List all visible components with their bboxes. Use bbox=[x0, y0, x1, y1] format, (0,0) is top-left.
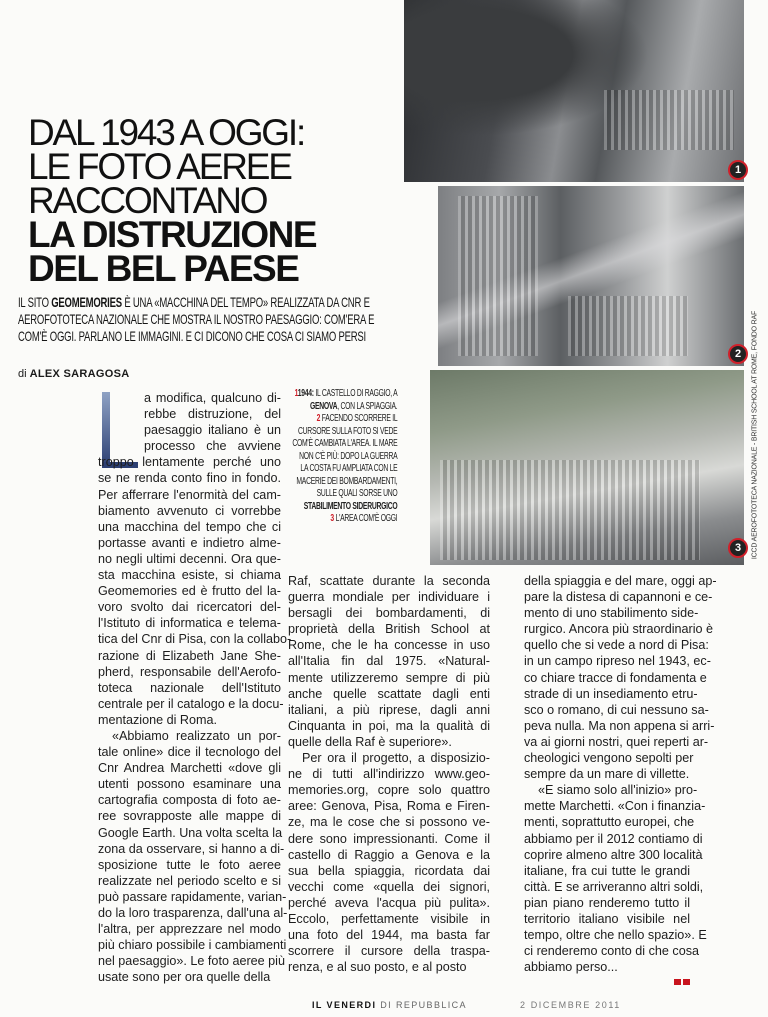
body-text-line: aree: Genova, Pisa, Roma e Firen- bbox=[288, 799, 490, 814]
body-text-line: guerra mondiale per individuare i bbox=[288, 590, 490, 605]
body-text-line: pian piano renderemo tutto il bbox=[524, 895, 690, 910]
caption-number: 1 bbox=[294, 388, 298, 399]
deck-site-name: GEOMEMORIES bbox=[51, 295, 122, 310]
caption-text: L'AREA COM'È OGGI bbox=[333, 513, 398, 524]
headline-line: DAL 1943 A OGGI: bbox=[28, 112, 305, 153]
body-text-line: abbiamo perso... bbox=[524, 960, 618, 975]
body-text-line: perché aveva l'acqua più pulita». bbox=[288, 895, 490, 910]
body-text-line: della spiaggia e del mare, oggi ap- bbox=[524, 574, 717, 588]
body-text-line: menti, soprattutto europei, che bbox=[524, 815, 695, 830]
body-text-line: Per afferrare l'enormità del cam- bbox=[98, 487, 281, 502]
body-text-line: bersagli dei bombardamenti, di bbox=[288, 606, 490, 621]
body-text-line: memories.org, copre solo quattro bbox=[288, 783, 490, 798]
body-text-line: mente utilizzeremo sempre di più bbox=[288, 670, 490, 685]
caption-text: FACENDO SCORRERE IL CURSORE SULLA FOTO SI VEDE COM'È CAMBIATA L'AREA. IL MARE NON C'È PIÙ: DOPO LA GUERRA LA COSTA FU AMPLIATA CON LE MACERIE DEI BOMBARDAMENTI, SULLE QUALI SORSE UNO bbox=[292, 413, 398, 499]
body-text-line: nel paesaggio». Le foto aeree più bbox=[98, 954, 285, 969]
body-text-line: l'Istituto di informatica e telema- bbox=[98, 616, 281, 631]
body-column-1 bbox=[98, 390, 292, 985]
body-text-line: tale online» dice il tecnologo del bbox=[98, 745, 281, 760]
body-text-line: sposizione tutte le foto aeree bbox=[98, 857, 281, 872]
body-text-line: Cinquanta in poi, ma la qualità di bbox=[288, 718, 490, 733]
body-text-line: a modifica, qualcuno di- bbox=[144, 391, 281, 405]
headline-line-bold: DEL BEL PAESE bbox=[28, 248, 299, 289]
headline bbox=[28, 112, 317, 289]
byline bbox=[18, 368, 129, 380]
body-text-line: anche quelle scattate dagli enti bbox=[288, 686, 490, 701]
body-column-2 bbox=[288, 573, 490, 975]
body-text-line: territorio italiano visibile nel bbox=[524, 911, 690, 926]
body-text-line: può passare rapidamente, varian- bbox=[98, 889, 287, 904]
photo-badge: 3 bbox=[728, 538, 748, 558]
end-of-article-mark bbox=[672, 972, 690, 990]
body-text-line: cartografia composta di foto ae- bbox=[98, 793, 281, 808]
caption-bold: GENOVA bbox=[309, 400, 338, 412]
body-text-line: no negli ultimi decenni. Ora que- bbox=[98, 551, 281, 566]
headline-line-bold: LA DISTRUZIONE bbox=[28, 214, 317, 255]
body-text-line: biamento avvenuto ci vorrebbe bbox=[98, 503, 281, 518]
body-text-line: quelle della Raf è superiore». bbox=[288, 734, 452, 749]
caption-bold: STABILIMENTO SIDERURGICO bbox=[303, 500, 398, 512]
body-text-line: portasse avanti e indietro alme- bbox=[98, 535, 281, 550]
aerial-photo-1944 bbox=[404, 0, 744, 182]
body-text-line: realizzate nel periodo scelto e si bbox=[98, 873, 281, 888]
body-text-line: utenti possono esaminare una bbox=[98, 777, 281, 792]
body-text-line: mentazione di Roma. bbox=[98, 712, 218, 727]
body-text-line: co chiare tracce di fondamenta e bbox=[524, 670, 707, 685]
footer-pub-name: IL VENERDI bbox=[312, 1000, 377, 1010]
body-text-line: pherd, responsabile dell'Aerofo- bbox=[98, 664, 281, 679]
aerial-photo-transition bbox=[438, 186, 744, 366]
body-text-line: cheologici vengono sepolti per bbox=[524, 751, 694, 766]
body-text-line: una foto del 1944, ma basta far bbox=[288, 928, 490, 943]
body-text-line: in un campo ripreso nel 1943, ec- bbox=[524, 654, 711, 669]
body-text-line: troppo lentamente perché uno bbox=[98, 455, 281, 470]
body-text-line: ne di tutti all'indirizzo www.geo- bbox=[288, 767, 490, 782]
photo-credit-text: ICCD AEROFOTOTECA NAZIONALE - BRITISH SCHOOL AT ROME, FONDO RAF bbox=[751, 310, 759, 560]
body-text-line: coprire almeno altre 300 località bbox=[524, 847, 703, 862]
body-text-line: Cnr Andrea Marchetti «dove gli bbox=[98, 761, 281, 776]
body-text-line: centrale per il catalogo e la docu- bbox=[98, 696, 284, 711]
deck-subtitle bbox=[18, 294, 403, 345]
body-text-line: vecchi come «quella dei signori, bbox=[288, 879, 490, 894]
body-text-line: sco o romano, di cui nessuno sa- bbox=[524, 702, 709, 717]
body-text-line: ree sovrapposte alle mappe di bbox=[98, 809, 281, 824]
caption-number: 3 bbox=[330, 513, 334, 524]
body-text-line: una macchina del tempo che ci bbox=[98, 519, 281, 534]
body-text-line: tempo, oltre che nello spazio». E bbox=[524, 928, 707, 943]
body-text-line: all'Italia fin dal 1975. «Natural- bbox=[288, 654, 490, 669]
body-text-line: renza, e al suo posto, e al posto bbox=[288, 960, 467, 975]
body-text-line: Per ora il progetto, a disposizio- bbox=[302, 751, 490, 766]
body-text-line: italiani, a più riprese, dagli anni bbox=[288, 702, 490, 717]
body-text-line: più chiaro possibile i cambiamenti bbox=[98, 938, 287, 953]
body-text-line: processo che avviene bbox=[144, 439, 281, 454]
body-text-line: quello che si vede a nord di Pisa: bbox=[524, 638, 709, 653]
body-text-line: paesaggio italiano è un bbox=[144, 423, 281, 438]
body-text-line: sua bella spiaggia, ricordata dai bbox=[288, 863, 490, 878]
caption-number: 2 bbox=[316, 413, 321, 424]
body-text-line: dere sono impressionanti. Come il bbox=[288, 831, 490, 846]
body-text-line: castello di Raggio a Genova e la bbox=[288, 847, 490, 862]
footer-publication bbox=[312, 1000, 467, 1010]
body-text-line: città. E se arriveranno altri soldi, bbox=[524, 879, 704, 894]
body-text-line: italiane, fra cui tutte le grandi bbox=[524, 863, 690, 878]
photo-badge: 2 bbox=[728, 344, 748, 364]
body-text-line: usate sono per ora quelle della bbox=[98, 970, 271, 985]
body-text-line: Google Earth. Una volta scelta la bbox=[98, 825, 283, 840]
body-text-line: voro svolto dai ricercatori del- bbox=[98, 600, 281, 615]
body-text-line: peva nulla. Ma non appena si arri- bbox=[524, 718, 715, 733]
body-text-line: proprietà della British School at bbox=[288, 622, 490, 637]
caption-bold: 1944: bbox=[297, 388, 314, 399]
body-text-line: scorrere il cursore della traspa- bbox=[288, 944, 490, 959]
body-text-line: «E siamo solo all'inizio» pro- bbox=[538, 783, 698, 798]
body-text-line: razione di Elizabeth Jane She- bbox=[98, 648, 281, 663]
body-text-line: va ai giorni nostri, quei reperti ar- bbox=[524, 734, 709, 749]
deck-text: IL SITO bbox=[18, 295, 52, 310]
photo-badge: 1 bbox=[728, 160, 748, 180]
body-text-line: mento di uno stabilimento side- bbox=[524, 606, 699, 621]
body-text-line: «Abbiamo realizzato un por- bbox=[112, 728, 281, 743]
body-text-line: pare la distesa di capannoni e ce- bbox=[524, 590, 713, 605]
body-column-3 bbox=[524, 573, 717, 975]
photo-caption bbox=[292, 388, 397, 526]
footer-pub-rest: DI REPUBBLICA bbox=[376, 1000, 467, 1010]
byline-author: ALEX SARAGOSA bbox=[29, 368, 130, 380]
body-text-line: sta macchina esiste, si chiama bbox=[98, 568, 281, 583]
byline-prefix: di bbox=[18, 368, 27, 380]
body-text-line: mette Marchetti. «Con i finanzia- bbox=[524, 799, 706, 814]
body-text-line: rebbe distruzione, del bbox=[144, 407, 281, 422]
body-text-line: tica del Cnr di Pisa, con la collabo- bbox=[98, 632, 292, 647]
body-text-line: ze, ma le cose che si possono ve- bbox=[288, 815, 490, 830]
body-text-line: toteca nazionale dell'Istituto bbox=[98, 680, 281, 695]
body-text-line: do la loro trasparenza, dall'una al- bbox=[98, 906, 288, 920]
body-text-line: strade di un insediamento etru- bbox=[524, 686, 698, 701]
body-text-line: se ne renda conto fino in fondo. bbox=[98, 471, 281, 486]
body-text-line: rurgico. Ancora più straordinario è bbox=[524, 622, 714, 637]
body-text-line: Eccolo, perfettamente visibile in bbox=[288, 911, 490, 926]
headline-line: LE FOTO AEREE bbox=[28, 146, 291, 187]
body-text-line: zona da osservare, si hanno a di- bbox=[98, 841, 285, 856]
body-text-line: Rome, che le ha concesse in uso bbox=[288, 638, 490, 653]
body-text-line: Raf, scattate durante la seconda bbox=[288, 574, 490, 588]
footer-date: 2 DICEMBRE 2011 bbox=[520, 1000, 621, 1010]
body-text-line: abbiamo per il 2012 contiamo di bbox=[524, 831, 703, 846]
photo-credit bbox=[748, 300, 762, 570]
headline-line: RACCONTANO bbox=[28, 180, 267, 221]
deck-text: È UNA «MACCHINA DEL TEMPO» REALIZZATA DA CNR E AEROFOTOTECA NAZIONALE CHE MOSTRA IL NOSTRO PAESAGGIO: COM'ERA E COM'È OGGI. PARLANO LE IMMAGINI. E CI DICONO CHE COSA CI SIAMO PERSI bbox=[18, 295, 375, 344]
caption-text: , CON LA SPIAGGIA. bbox=[337, 400, 398, 412]
body-text-line: ci renderemo conto di che cosa bbox=[524, 944, 700, 959]
caption-text: IL CASTELLO DI RAGGIO, A bbox=[313, 388, 398, 399]
body-text-line: l'altra, per apprezzare nel modo bbox=[98, 922, 281, 937]
body-text-line: Geomemories ed è frutto del la- bbox=[98, 584, 281, 599]
body-text-line: sempre da un mare di villette. bbox=[524, 767, 690, 782]
aerial-photo-today bbox=[430, 370, 744, 565]
